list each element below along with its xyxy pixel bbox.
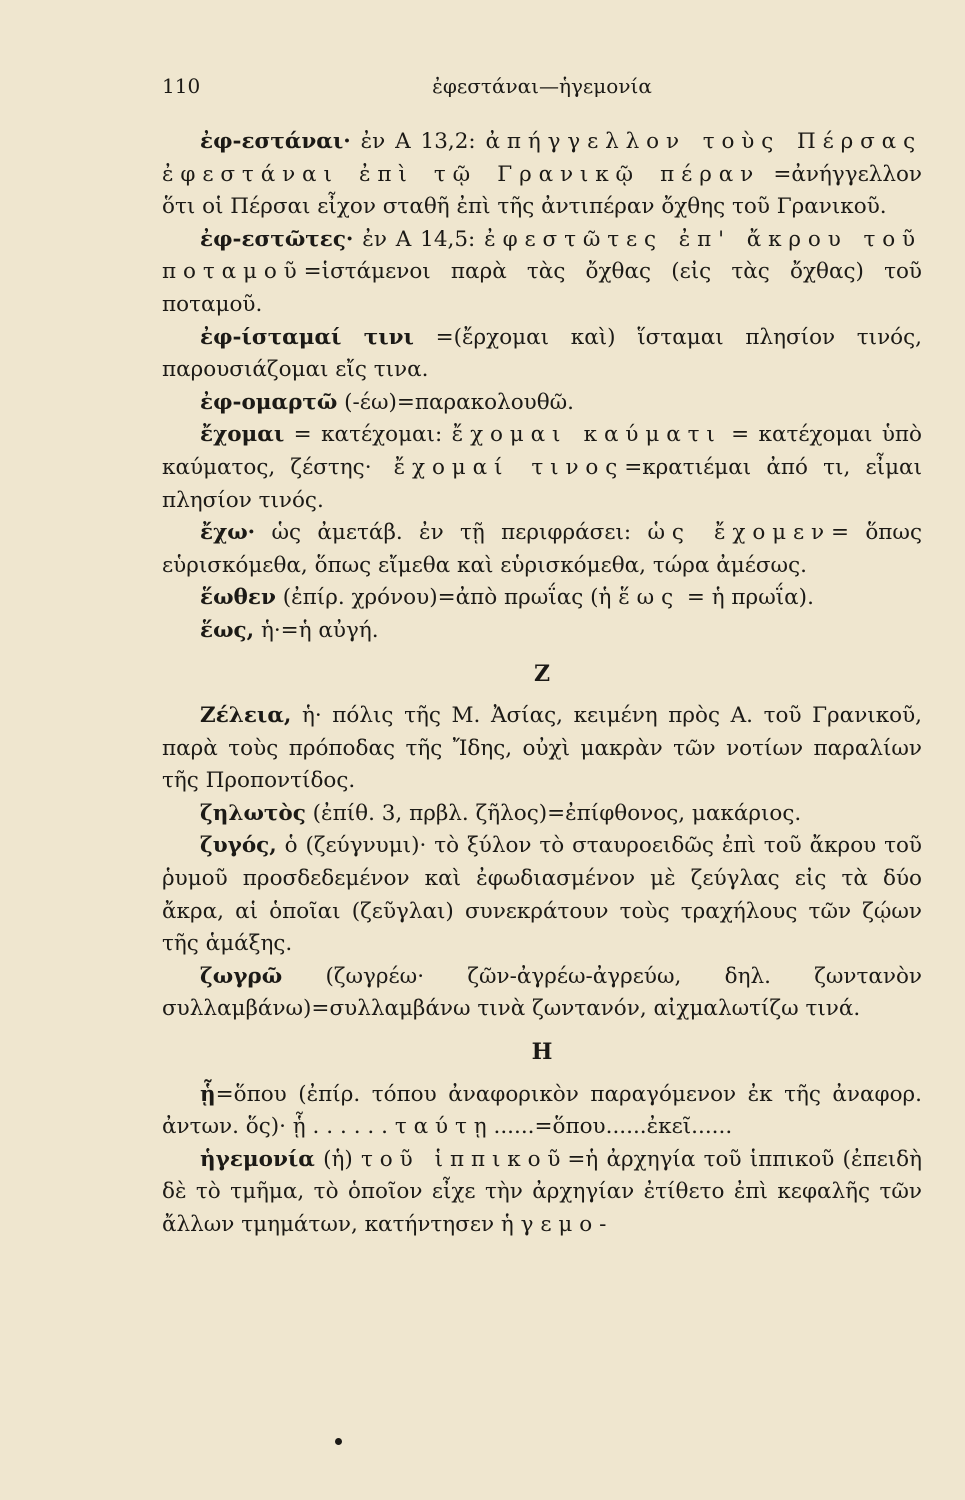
entry-text: ἐν Α 14,5: xyxy=(353,226,485,252)
dictionary-entry xyxy=(162,387,922,420)
entry-text: = κατέχομαι ὑπὸ καύματος, ζέστης· xyxy=(162,422,922,480)
entry-text: = ὅπως εὑρισκόμεθα, ὅπως εἴμεθα καὶ εὑρισκόμεθα, τώρα ἀμέσως. xyxy=(162,520,922,578)
quoted-phrase: ἡγεμο- xyxy=(500,1212,614,1237)
entry-text: =ἡ ἀρχηγία τοῦ ἱππικοῦ (ἐπειδὴ δὲ τὸ τμῆμα, τὸ ὁποῖον εἶχε τὴν ἀρχηγίαν ἐτίθετο ἐπὶ κεφαλῆς τῶν ἄλλων τμημάτων, κατήντησεν xyxy=(162,1146,923,1237)
dictionary-entry xyxy=(162,322,922,387)
entry-text: (-έω)=παρακολουθῶ. xyxy=(337,389,575,415)
entry-text: (ζωγρέω· ζῶν-ἀγρέω-ἀγρεύω, δηλ. ζωντανὸν συλλαμβάνω)=συλλαμβάνω τινὰ ζωντανόν, αἰχμαλωτίζω τινά. xyxy=(162,963,922,1022)
headword: ἕως, xyxy=(200,617,255,643)
quoted-phrase: ἔχομαι καύματι xyxy=(451,422,722,448)
dictionary-entry xyxy=(162,224,922,322)
headword: ἕωθεν xyxy=(200,585,276,611)
ink-spot xyxy=(335,1438,342,1445)
dictionary-entry xyxy=(162,582,922,615)
entry-text: =ὅπου (ἐπίρ. τόπου ἀναφορικὸν παραγόμενον ἐκ τῆς ἀναφορ. ἀντων. ὅς)· xyxy=(162,1081,922,1140)
quoted-phrase: τοῦ ἱππικοῦ xyxy=(360,1146,568,1172)
page-number: 110 xyxy=(162,74,201,98)
entry-text: ἐν Α 13,2: xyxy=(350,129,486,154)
quoted-phrase: ἀπήγγελλον τοὺς Πέρσας ἐφεστάναι ἐπὶ τῷ Γρανικῷ πέραν xyxy=(162,129,922,187)
dictionary-entry xyxy=(162,830,922,960)
entry-text: = κατέχομαι: xyxy=(284,422,452,448)
dictionary-entry xyxy=(162,1079,922,1144)
dictionary-entry xyxy=(162,126,922,224)
headword: ζηλωτὸς xyxy=(200,800,306,826)
section-letter-h: Η xyxy=(531,1039,553,1066)
dictionary-entry xyxy=(162,419,922,517)
headword: ἐφ-εστάναι· xyxy=(200,129,351,154)
headword: ἡγεμονία xyxy=(200,1146,315,1172)
entry-text: (ἐπίρ. χρόνου)=ἀπὸ πρωΐας (ἡ xyxy=(275,585,619,611)
headword: ᾗ xyxy=(200,1081,216,1107)
dictionary-entry xyxy=(162,961,922,1026)
entry-text: =(ἔρχομαι καὶ) ἵσταμαι πλησίον τινός, παρουσιάζομαι εἴς τινα. xyxy=(162,324,922,383)
headword: ζυγός, xyxy=(200,833,277,859)
entry-text: ἡ· πόλις τῆς Μ. Ἀσίας, κειμένη πρὸς Α. τοῦ Γρανικοῦ, παρὰ τοὺς πρόποδας τῆς Ἴδης, οὐχὶ μακρὰν τῶν νοτίων παραλίων τῆς Προποντίδος. xyxy=(162,703,922,794)
headword: Ζέλεια, xyxy=(200,703,292,729)
headword: ζωγρῶ xyxy=(200,963,283,989)
entry-text: =ἱστάμενοι παρὰ τὰς ὄχθας (εἰς τὰς ὄχθας) τοῦ ποταμοῦ. xyxy=(162,259,922,317)
running-title: ἐφεστάναι—ἡγεμονία xyxy=(432,74,652,98)
entry-text: ὁ (ζεύγνυμι)· τὸ ξύλον τὸ σταυροειδῶς ἐπὶ τοῦ ἄκρου τοῦ ῥυμοῦ προσδεδεμένον καὶ ἐφωδιασμένον μὲ ζεύγλας εἰς τὰ δύο ἄκρα, αἱ ὁποῖαι (ζεῦγλαι) συνεκράτουν τοὺς τραχήλους τῶν ζῴων τῆς ἁμάξης. xyxy=(162,833,922,957)
quoted-phrase: ἕως xyxy=(618,585,681,611)
quoted-phrase: ἐφεστῶτες ἐπ' ἄκρου τοῦ ποταμοῦ xyxy=(162,226,923,285)
dictionary-entry xyxy=(162,700,922,798)
entry-text: =κρατιέμαι ἀπό τι, εἶμαι πλησίον τινός. xyxy=(162,454,922,513)
dictionary-entry xyxy=(162,798,922,831)
quoted-phrase: ἔχομαί τινος xyxy=(371,454,625,480)
dictionary-entry xyxy=(162,615,922,648)
quoted-phrase: ᾗ......ταύτῃ xyxy=(292,1114,494,1140)
entry-text: = ἡ πρωΐα). xyxy=(680,585,814,611)
entry-text: =ἀνήγγελλον ὅτι οἱ Πέρσαι εἶχον σταθῆ ἐπὶ τῆς ἀντιπέραν ὄχθης τοῦ Γρανικοῦ. xyxy=(162,161,922,220)
headword: ἐφ-ομαρτῶ xyxy=(200,389,338,415)
headword: ἐφ-ίσταμαί τινι xyxy=(200,324,414,350)
headword: ἔχω· xyxy=(200,520,256,546)
entry-text: ......=ὅπου......ἐκεῖ...... xyxy=(493,1114,733,1140)
dictionary-entry xyxy=(162,517,922,582)
quoted-phrase: ὡς ἔχομεν xyxy=(647,520,831,546)
dictionary-entry xyxy=(162,1144,922,1242)
section-letter-z: Ζ xyxy=(533,660,551,687)
headword: ἔχομαι xyxy=(200,422,285,448)
entry-text: ὡς ἀμετάβ. ἐν τῇ περιφράσει: xyxy=(255,520,648,546)
entry-text: (ἐπίθ. 3, πρβλ. ζῆλος)=ἐπίφθονος, μακάριος. xyxy=(305,800,802,826)
page-body xyxy=(162,126,922,1242)
headword: ἐφ-εστῶτες· xyxy=(200,226,354,252)
page-header xyxy=(162,74,922,106)
entry-text: (ἡ) xyxy=(314,1146,361,1172)
entry-text: ἡ·=ἡ αὐγή. xyxy=(254,617,379,643)
